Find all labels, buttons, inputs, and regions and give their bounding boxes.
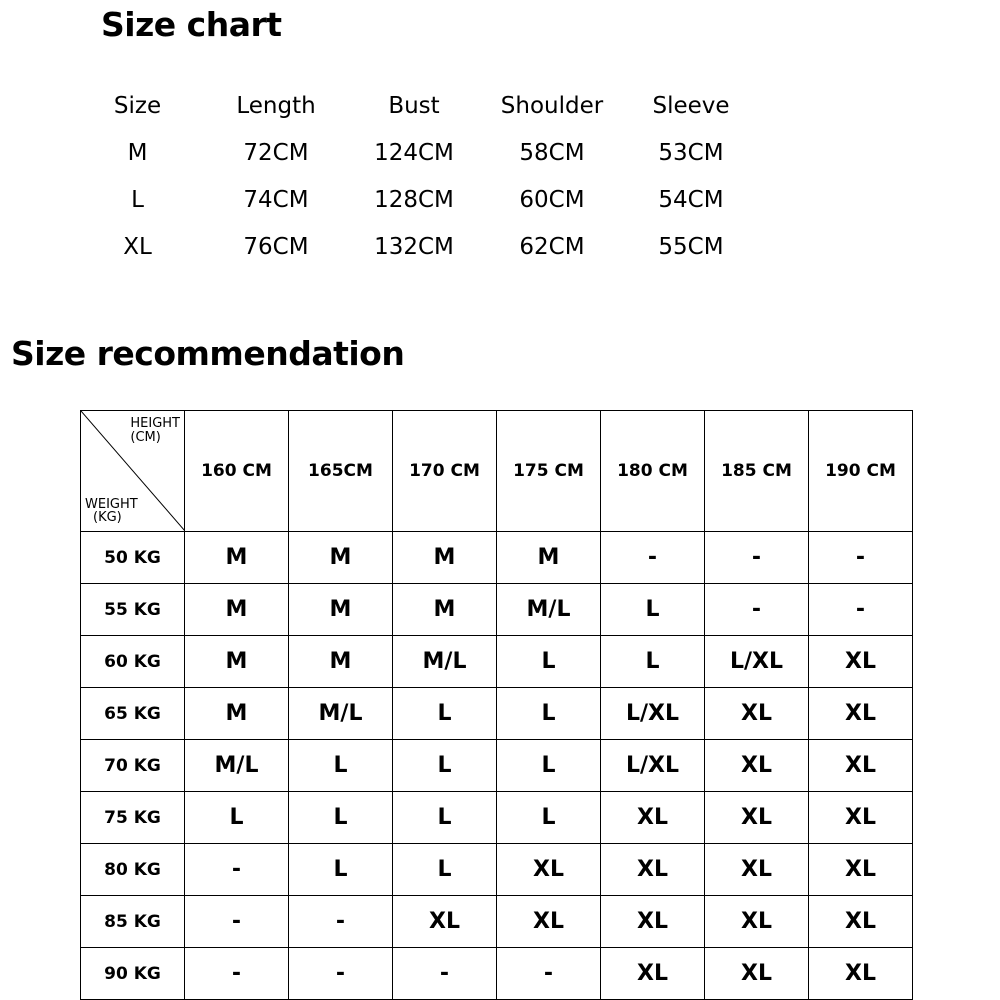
size-cell: L <box>497 792 601 844</box>
size-cell: M/L <box>289 688 393 740</box>
size-cell: M/L <box>185 740 289 792</box>
size-cell: M <box>185 532 289 584</box>
size-cell: XL <box>705 792 809 844</box>
size-cell: L <box>393 688 497 740</box>
size-chart-cell: 76CM <box>243 233 309 260</box>
size-chart-title: Size chart <box>101 5 282 44</box>
size-cell: - <box>185 844 289 896</box>
size-chart-cell: L <box>131 186 144 213</box>
weight-label: 50 KG <box>81 532 185 584</box>
height-unit-text: (CM) <box>130 429 161 445</box>
size-chart-cell: XL <box>123 233 152 260</box>
size-chart-cell: M <box>127 139 148 166</box>
height-label-text: HEIGHT <box>130 416 180 431</box>
weight-label: 75 KG <box>81 792 185 844</box>
size-cell: - <box>393 948 497 1000</box>
height-header: 185 CM <box>705 411 809 532</box>
size-cell: M <box>393 532 497 584</box>
size-cell: L <box>497 688 601 740</box>
height-header: 165CM <box>289 411 393 532</box>
height-header: 170 CM <box>393 411 497 532</box>
size-cell: M <box>185 584 289 636</box>
size-cell: L <box>497 740 601 792</box>
size-cell: XL <box>497 896 601 948</box>
size-chart-cell: 132CM <box>374 233 454 260</box>
height-header: 175 CM <box>497 411 601 532</box>
size-cell: M <box>185 636 289 688</box>
size-cell: M <box>289 636 393 688</box>
weight-row <box>81 532 913 584</box>
size-cell: M <box>185 688 289 740</box>
weight-unit-text: (KG) <box>93 510 122 526</box>
size-cell: - <box>497 948 601 1000</box>
size-cell: XL <box>809 896 913 948</box>
size-recommendation-title: Size recommendation <box>11 334 405 373</box>
weight-row <box>81 844 913 896</box>
size-cell: - <box>601 532 705 584</box>
size-cell: XL <box>601 844 705 896</box>
size-cell: - <box>705 584 809 636</box>
size-chart-header: Sleeve <box>652 92 730 119</box>
size-cell: L <box>601 636 705 688</box>
height-axis-label <box>130 417 180 444</box>
size-recommendation-table <box>80 410 913 1000</box>
size-chart-cell: 54CM <box>658 186 724 213</box>
height-header-row <box>81 411 913 532</box>
weight-row <box>81 636 913 688</box>
size-cell: L <box>393 740 497 792</box>
size-cell: XL <box>497 844 601 896</box>
size-cell: L <box>601 584 705 636</box>
size-cell: M <box>497 532 601 584</box>
size-chart-cell: 124CM <box>374 139 454 166</box>
weight-row <box>81 792 913 844</box>
size-cell: XL <box>705 844 809 896</box>
size-cell: L/XL <box>601 740 705 792</box>
size-cell: M/L <box>393 636 497 688</box>
size-cell: XL <box>705 740 809 792</box>
size-chart-header: Bust <box>388 92 440 119</box>
size-cell: L <box>289 844 393 896</box>
weight-label: 65 KG <box>81 688 185 740</box>
weight-axis-label <box>85 498 138 525</box>
size-chart-cell: 128CM <box>374 186 454 213</box>
size-chart-cell: 58CM <box>519 139 585 166</box>
height-header: 180 CM <box>601 411 705 532</box>
size-chart-table <box>85 82 785 270</box>
weight-label: 90 KG <box>81 948 185 1000</box>
size-chart-cell: 60CM <box>519 186 585 213</box>
size-cell: XL <box>601 948 705 1000</box>
size-chart-row <box>85 129 785 176</box>
weight-label-text: WEIGHT <box>85 496 138 512</box>
size-chart-cell: 53CM <box>658 139 724 166</box>
size-chart-cell: 62CM <box>519 233 585 260</box>
weight-row <box>81 584 913 636</box>
size-cell: M <box>289 532 393 584</box>
weight-label: 70 KG <box>81 740 185 792</box>
size-cell: XL <box>809 844 913 896</box>
size-chart-cell: 74CM <box>243 186 309 213</box>
size-cell: XL <box>809 636 913 688</box>
weight-row <box>81 740 913 792</box>
size-cell: XL <box>393 896 497 948</box>
size-cell: XL <box>809 948 913 1000</box>
size-cell: XL <box>809 688 913 740</box>
size-cell: L <box>497 636 601 688</box>
size-cell: XL <box>809 792 913 844</box>
size-chart-header: Shoulder <box>500 92 604 119</box>
weight-row <box>81 948 913 1000</box>
size-cell: L <box>393 792 497 844</box>
size-cell: - <box>185 948 289 1000</box>
size-cell: - <box>289 896 393 948</box>
size-cell: - <box>289 948 393 1000</box>
size-cell: XL <box>705 948 809 1000</box>
size-cell: - <box>809 584 913 636</box>
size-cell: - <box>185 896 289 948</box>
size-cell: M/L <box>497 584 601 636</box>
corner-cell <box>81 411 185 532</box>
size-cell: XL <box>705 896 809 948</box>
weight-row <box>81 688 913 740</box>
size-cell: M <box>393 584 497 636</box>
weight-label: 55 KG <box>81 584 185 636</box>
size-cell: - <box>705 532 809 584</box>
weight-row <box>81 896 913 948</box>
size-cell: L <box>393 844 497 896</box>
size-cell: XL <box>705 688 809 740</box>
size-cell: L <box>185 792 289 844</box>
size-cell: XL <box>809 740 913 792</box>
size-cell: L <box>289 792 393 844</box>
height-header: 160 CM <box>185 411 289 532</box>
size-chart-row <box>85 223 785 270</box>
size-cell: L/XL <box>705 636 809 688</box>
size-chart-cell: 55CM <box>658 233 724 260</box>
height-header: 190 CM <box>809 411 913 532</box>
size-cell: XL <box>601 896 705 948</box>
size-cell: L <box>289 740 393 792</box>
weight-label: 80 KG <box>81 844 185 896</box>
weight-label: 60 KG <box>81 636 185 688</box>
size-cell: XL <box>601 792 705 844</box>
size-cell: L/XL <box>601 688 705 740</box>
weight-label: 85 KG <box>81 896 185 948</box>
size-chart-header-row <box>85 82 785 129</box>
size-chart-row <box>85 176 785 223</box>
size-chart-cell: 72CM <box>243 139 309 166</box>
size-chart-header: Size <box>113 92 162 119</box>
size-cell: M <box>289 584 393 636</box>
size-cell: - <box>809 532 913 584</box>
size-chart-header: Length <box>236 92 316 119</box>
